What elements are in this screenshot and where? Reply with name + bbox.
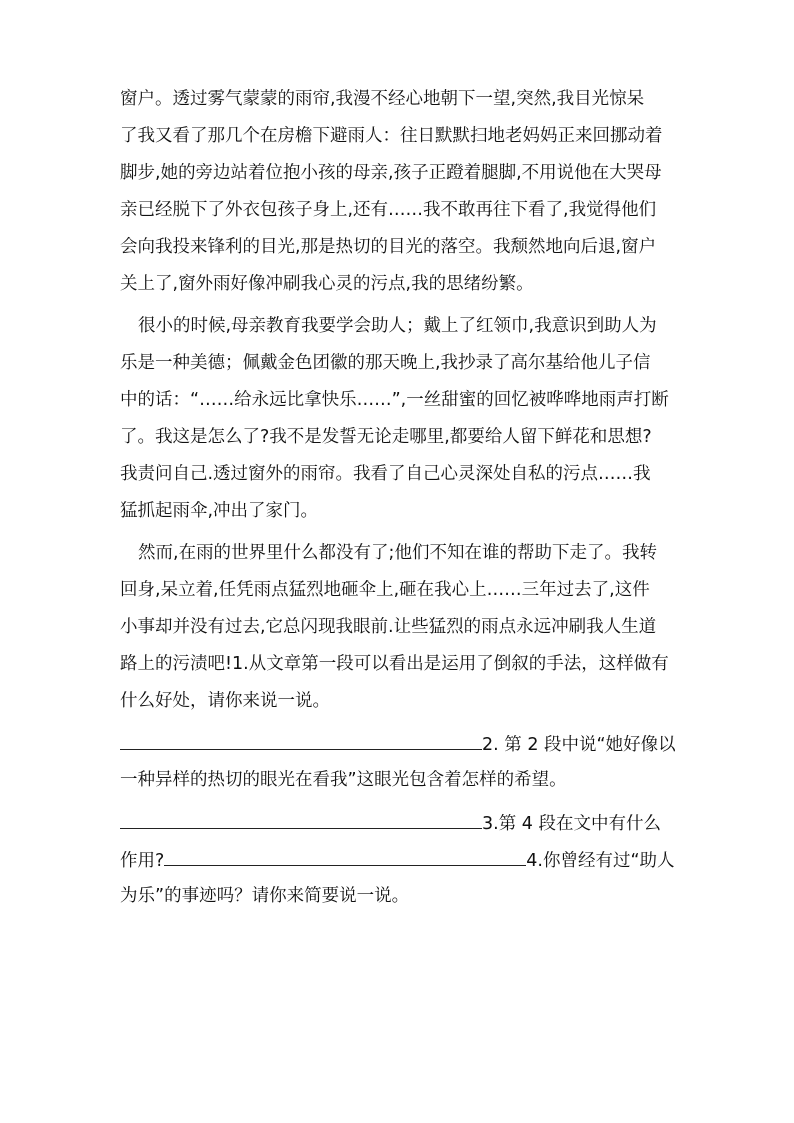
answer-blank-q1[interactable] xyxy=(120,731,482,750)
answer-blank-q2[interactable] xyxy=(120,810,482,829)
p3-line-2: 回身,呆立着,任凭雨点猛烈地砸伞上,砸在我心上……三年过去了,这件 xyxy=(120,580,650,600)
q2-text: 2. 第 2 段中说“她好像以 xyxy=(482,735,676,755)
q4-line-2: 为乐”的事迹吗？请你来简要说一说。 xyxy=(120,886,410,906)
p1-line-3: 脚步,她的旁边站着位抱小孩的母亲,孩子正蹬着腿脚,不用说他在大哭母 xyxy=(120,163,662,183)
q2-line-1 xyxy=(120,731,680,757)
p2-line-3: 中的话：“……给永远比拿快乐……”,一丝甜蜜的回忆被哗哗地雨声打断 xyxy=(120,390,669,410)
p3-line-1: 然而,在雨的世界里什么都没有了;他们不知在谁的帮助下走了。我转 xyxy=(138,543,657,563)
p3-line-3: 小事却并没有过去,它总闪现我眼前.让些猛烈的雨点永远冲刷我人生道 xyxy=(120,617,657,637)
q3-q4-line xyxy=(120,847,680,873)
answer-blank-q3[interactable] xyxy=(164,847,526,866)
q3-text: 3.第 4 段在文中有什么 xyxy=(482,814,661,834)
p1-line-2: 了我又看了那几个在房檐下避雨人：往日默默扫地老妈妈正来回挪动着 xyxy=(120,126,663,146)
p2-line-1: 很小的时候,母亲教育我要学会助人；戴上了红领巾,我意识到助人为 xyxy=(138,316,657,336)
p1-line-6: 关上了,窗外雨好像冲刷我心灵的污点,我的思绪纷繁。 xyxy=(120,274,534,294)
p3-line-4: 路上的污渍吧!1.从文章第一段可以看出是运用了倒叙的手法，这样做有 xyxy=(120,654,669,674)
p2-line-4: 了。我这是怎么了?我不是发誓无论走哪里,都要给人留下鲜花和思想? xyxy=(120,427,652,447)
q4-text: 4.你曾经有过“助人 xyxy=(526,851,675,871)
p2-line-6: 猛抓起雨伞,冲出了家门。 xyxy=(120,501,319,521)
p1-line-1: 窗户。透过雾气蒙蒙的雨帘,我漫不经心地朝下一望,突然,我目光惊呆 xyxy=(120,89,645,109)
p3-line-5: 什么好处，请你来说一说。 xyxy=(120,691,330,711)
p2-line-5: 我责问自己.透过窗外的雨帘。我看了自己心灵深处自私的污点……我 xyxy=(120,464,651,484)
q3-text-end: 作用? xyxy=(120,851,165,871)
p1-line-4: 亲已经脱下了外衣包孩子身上,还有……我不敢再往下看了,我觉得他们 xyxy=(120,200,657,220)
p2-line-2: 乐是一种美德；佩戴金色团徽的那天晚上,我抄录了高尔基给他儿子信 xyxy=(120,353,651,373)
p1-line-5: 会向我投来锋利的目光,那是热切的目光的落空。我颓然地向后退,窗户 xyxy=(120,237,657,257)
q2-line-2: 一种异样的热切的眼光在看我”这眼光包含着怎样的希望。 xyxy=(120,770,567,790)
q3-line-1 xyxy=(120,810,680,836)
